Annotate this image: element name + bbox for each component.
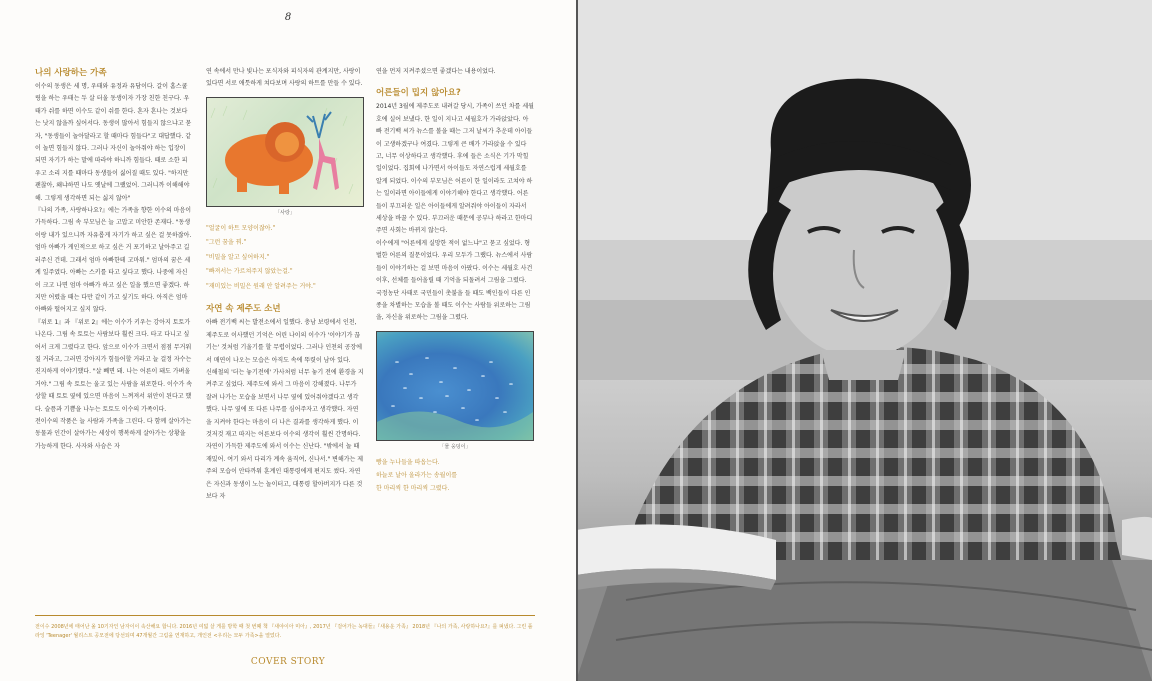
section-footer: COVER STORY [250, 657, 326, 667]
section-title-family: 나의 사랑하는 가족 [35, 68, 107, 78]
boy-portrait-image [576, 0, 1152, 681]
fish-painting [376, 331, 534, 441]
painting-lion-deer-image [207, 98, 363, 206]
fish-quote [376, 456, 534, 495]
figure-caption-puddle: 「물 웅덩이」 [439, 443, 471, 450]
paragraph: 이수에게 "어른에게 실망한 적이 없느냐"고 묻고 싶었다. 형벌한 어른의 질문이었다. 우리 모두가 그랬다. 뉴스에서 사람들이 이야기하는 걸 보면 마음이 아팠다. 이수는 세월호 사건 이후, 선체를 들어올릴 때 기억을 되돌려서 그림을 그렸다. 국정농단 사태로 국민들이 촛불을 들 때도 백인들이 다른 인종을 차별하는 모습을 볼 때도 이수는 사람들 위로하는 그림을, 자신을 위로하는 그림을 그렸다. [376, 239, 533, 322]
paragraph: 아빠 전기백 씨는 발전소에서 일했다. 충남 보령에서 인천, 제주도로 이사했던 기억은 어린 나이의 이수가 '이야기가 끊기는' 것처럼 기울기를 할 무렵이었다. 그러나 인천의 공장에서 매연이 나오는 모습은 아직도 속에 뚜렷이 남아 있다. [206, 319, 363, 364]
column-2 [206, 66, 364, 503]
section-title-jeju-boy: 자연 속 제주도 소년 [206, 304, 281, 315]
quote-line: "얼굴이 하트 모양이잖아." [206, 224, 276, 232]
section-title-adults: 어른들이 밉지 않아요? [376, 88, 461, 99]
fish-quote-line: 한 마리씩 한 마리씩 그렸다. [376, 484, 450, 492]
lion-deer-painting [206, 97, 364, 207]
paragraph: 연 속에서 만나 빛나는 포식자와 피식자의 관계지만, 사랑이 있다면 서로 애틋하게 쳐다보며 사랑의 하트를 만들 수 있다. [206, 68, 363, 88]
paragraph: 이수의 동생은 세 명, 우태와 유정과 유담이다. 갈이 홈스쿨링을 하는 우태는 두 살 터울 동생이자 가장 친한 친구다. 우태가 쉬를 하면 이수도 같이 쉬를 한다. 혼자 혼나는 것보다는 낫지 않을까 싶어서다. 동생이 많아서 힘들지 않으냐고 묻자, "동생들이 놀아달라고 할 때마다 힘들다"고 대답했다. 같이 놀면 힘들지 않다. 그러나 자신이 놀아줘야 하는 입장이 되면 자기가 하는 말에 따라야 하니까 힘들다. 때로 소한 피우고 소리 지를 때마다 동생들이 싫어질 때도 있다. "하지만 괜찮아, 왜냐하면 나도 옛날에 그랬었어. 그러니까 이해해야 해. 그렇게 생각하면 되는 싫지 않아" [35, 83, 192, 202]
spine-shadow [576, 0, 578, 681]
quote-line: "그런 꿈을 꿔." [206, 239, 247, 247]
quote-line: "비밀을 알고 싶어하지." [206, 253, 270, 261]
fish-quote-line: 하늘로 날아 올라가는 송월이를 [376, 471, 458, 479]
painting-fish-school-image [377, 332, 533, 440]
paragraph: 전이수의 작품은 늘 사람과 가족을 그린다. 다 함께 살아가는 동물과 인간이 살아가는 세상이 행복하게 살아가는 상황을 가능하게 한다. 사자와 사슴은 자 [35, 417, 192, 450]
fish-quote-line: 빵을 누나들을 따옵는다. [376, 458, 440, 466]
paragraph: 자연이 가득한 제주도에 와서 이수는 신난다. "밖에서 놀 때 재밌어. 여기 와서 다리가 계속 움직여, 신나서." 변해가는 제주의 모습이 안타까워 훈계인 대통령에게 편지도 썼다. 자연은 자신과 동생이 노는 놀이터고, 대통령 할아버지가 다른 것보다 자 [206, 443, 364, 500]
page-number: 8 [284, 12, 292, 23]
paragraph: 2014년 3월에 제주도로 내려갈 당시, 가족이 쓰던 차를 세월호에 실어 보냈다. 한 일이 지나고 세월호가 가라앉았다. 아빠 전기백 씨가 뉴스를 볼을 때는 그저 날씨가 추운데 아이들이 고생하겠구나 여겼다. 그렇게 큰 배가 가라앉을 수 있다고, 너무 이상하다고 생각했다. 후에 들은 소식은 기가 막힐 일이었다. 집회에 나가면서 아이들도 자연스럽게 세월호를 알게 되었다. 이수의 부모님은 어른이 한 일이라도 고쳐야 하는 일이라면 아이들에게 이야기해야 한다고 생각했다. 어른들이 부끄러운 일은 아이들에게 알려줘야 아이들이 자라서 세상을 바꿀 수 있다. 부끄러운 때문에 공부나 하라고 한마디 주면 사회는 바뀌지 않는다. [376, 103, 534, 235]
boy-photo [576, 0, 1152, 681]
paragraph: 신해철의 '더는 놓기전에' 가사처럼 너무 놓기 전에 환경을 지켜주고 싶었다. 제주도에 와서 그 마음이 강해졌다. 나무가 잘려 나가는 모습을 보면서 나무 옆에 있어줘야겠다고 생각했다. 나무 옆에 또 다른 나무를 심어주자고 생각했다. 자연을 지켜야 한다는 마음이 더 나은 결과를 생각하게 했다. 이것저것 재고 따지는 어른보다 이수의 생각이 훨씬 간명하다. [206, 368, 364, 438]
paragraph: 연을 먼저 지켜주셨으면 좋겠다는 내용이었다. [376, 68, 496, 75]
figure-caption-love: 「사랑」 [275, 209, 295, 216]
paragraph: 『나의 가족, 사랑하나요?』에는 가족을 향한 이수의 마음이 가득하다. 그림 속 부모님은 늘 고맙고 미안한 존재다. "동생이랑 내가 있으니까 자유롭게 자기가 하고 싶은 걸 못하잖아. 엄마 아빠가 게인적으로 하고 싶은 거 포기하고 날아주고 길러주신 건데. 그래서 엄마 아빠한테 고마워." 엄마의 꿈은 세계 일주였다. 아빠는 스키를 타고 싶다고 했다. 나중에 자신이 크고 나면 엄마 아빠가 하고 싶은 일을 했으면 좋겠다. 하지만 어렸을 때는 다만 같이 가고 싶기도 하다. 아직은 엄마 아빠와 떨어지고 싶지 않다. [35, 207, 192, 314]
quote-line: "빠져서는 가르쳐주지 않았는걸." [206, 268, 293, 276]
footer-rule [35, 615, 535, 616]
quote-list [206, 222, 364, 295]
column-3 [376, 66, 534, 495]
quote-line: "재미있는 비밀은 원래 안 알려주는 거야." [206, 282, 316, 290]
column-1 [35, 66, 193, 453]
paragraph: 『위로 1』과 『위로 2』에는 이수가 키우는 강아지 토토가 나온다. 그림 속 토토는 사람보다 훨씬 크다. 타고 다니고 싶어서 크게 그렸다고 한다. 앞으로 이수가 크면서 점점 무거워질 거라고, 그러면 강아지가 힘들어할 거라고 늘 걸정 자수는 진지하게 이야기했다. "살 빼면 돼. 나는 어른이 돼도 가벼울 거야." 그림 속 토토는 울고 있는 사람을 위로한다. 이수가 속상할 때 토토 옆에 있으면 마음이 느껴져서 위안이 된다고 했다. 슬픔과 기쁨을 나누는 토토도 이수의 가족이다. [35, 318, 193, 413]
author-bio: 전이수 2008년에 태어난 올 10기자인 남자이이 속산해요 합니다. 2016년 여덟 살 게를 방학 때 첫 번째 책 『새야이아 미아』, 2017년 『걸어가는 녹대들』『새용운 가족』 2018년 『나의 가족, 사랑하나요?』를 펴냈다. 그린 플라잉 'Teenager' 월리스트 공모전에 당선되며 47개월간 그림을 연재하고, 개인전 <우리는 모두 가족>을 열었다. [35, 624, 533, 639]
